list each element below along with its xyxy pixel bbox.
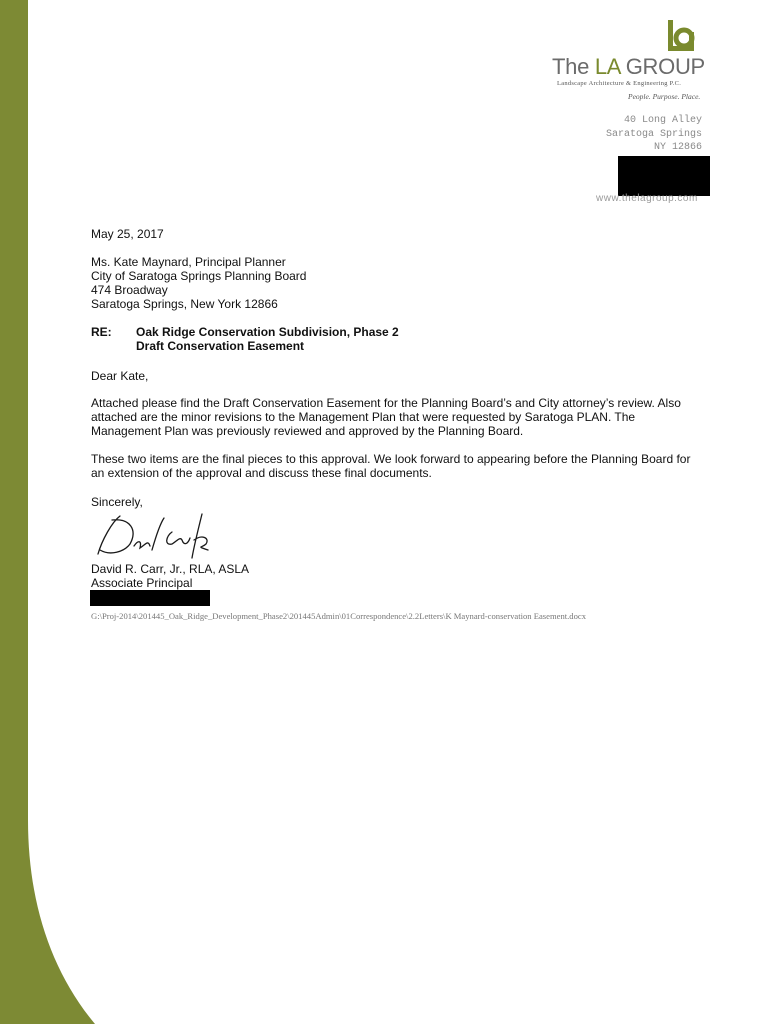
la-logo-mark-icon xyxy=(662,18,698,54)
handwritten-signature xyxy=(90,510,230,560)
company-name: The LA GROUP xyxy=(552,54,705,79)
signer-title: Associate Principal xyxy=(91,576,193,590)
redaction-block-contact xyxy=(618,156,710,196)
address-line-city: Saratoga Springs xyxy=(605,128,702,140)
re-label: RE: xyxy=(91,325,112,339)
recipient-line: 474 Broadway xyxy=(91,283,168,297)
address-line-street: 40 Long Alley xyxy=(623,115,702,126)
salutation: Dear Kate, xyxy=(91,369,149,383)
company-subtitle: Landscape Architecture & Engineering P.C. xyxy=(557,80,682,87)
company-tagline: People. Purpose. Place. xyxy=(628,92,701,101)
body-paragraph-2: These two items are the final pieces to this approval. We look forward to appearing before the Planning Board for an extension of the approval and discuss these final documents. xyxy=(91,452,691,480)
recipient-block xyxy=(91,255,306,311)
re-line: Draft Conservation Easement xyxy=(136,339,305,353)
recipient-line: Ms. Kate Maynard, Principal Planner xyxy=(91,255,286,269)
recipient-line: Saratoga Springs, New York 12866 xyxy=(91,297,278,311)
body-paragraph-1: Attached please find the Draft Conservation Easement for the Planning Board’s and City attorney’s review. Also attached are the minor revisions to the Management Plan that were requested by Saratoga PLAN. The Management Plan was previously reviewed and approved by the Planning Board. xyxy=(91,396,681,438)
address-line-state-zip: NY 12866 xyxy=(653,142,702,153)
company-address xyxy=(606,114,702,155)
company-website: www.thelagroup.com xyxy=(596,193,698,204)
signer-block xyxy=(91,562,249,590)
file-path-footer: G:\Proj-2014\201445_Oak_Ridge_Development_Phase2\201445Admin\01Correspondence\2.2Letters\K Maynard-conservation Easement.docx xyxy=(91,611,586,621)
recipient-line: City of Saratoga Springs Planning Board xyxy=(91,269,307,283)
closing: Sincerely, xyxy=(91,495,143,509)
re-line: Oak Ridge Conservation Subdivision, Phase 2 xyxy=(136,325,399,339)
letter-date: May 25, 2017 xyxy=(91,227,164,241)
redaction-bar-signer xyxy=(90,590,210,606)
signer-name: David R. Carr, Jr., RLA, ASLA xyxy=(91,562,250,576)
